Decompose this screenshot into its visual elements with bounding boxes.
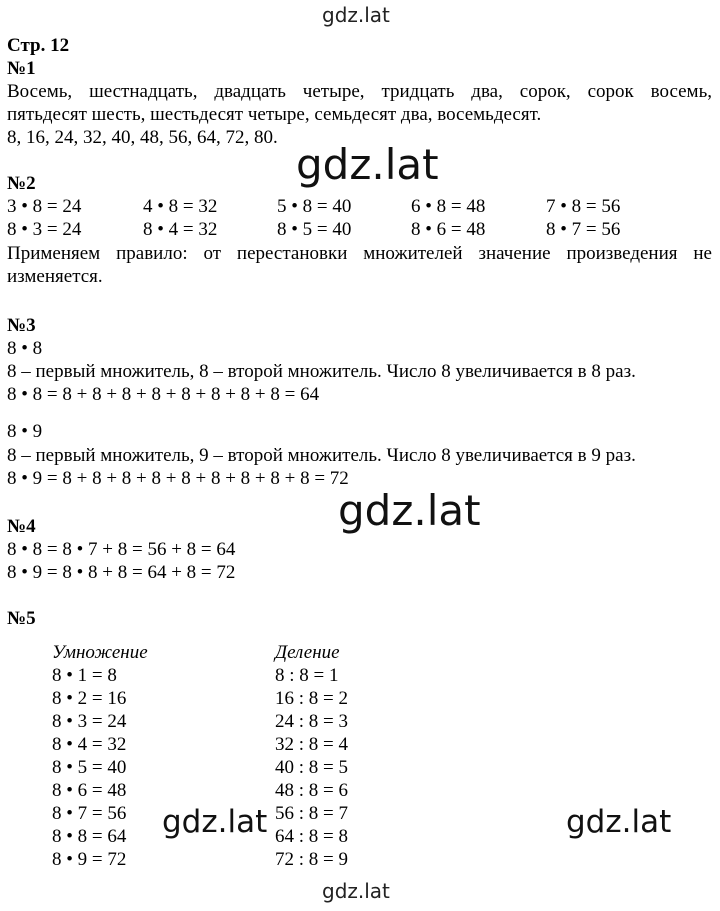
- watermark-mid-right: gdz.lat: [566, 804, 672, 840]
- division-row: 24 : 8 = 3: [275, 711, 348, 732]
- exercise-1-line-1: Восемь, шестнадцать, двадцать четыре, тридцать два, сорок, сорок восемь,: [7, 81, 712, 102]
- exercise-3-title: №3: [7, 315, 36, 336]
- division-header: Деление: [275, 642, 340, 663]
- exercise-3-b-sum: 8 • 9 = 8 + 8 + 8 + 8 + 8 + 8 + 8 + 8 + 8 = 72: [7, 468, 349, 489]
- watermark-mid-left: gdz.lat: [162, 804, 268, 840]
- exercise-2-r1-c1: 3 • 8 = 24: [7, 196, 82, 217]
- exercise-4-title: №4: [7, 516, 36, 537]
- division-row: 8 : 8 = 1: [275, 665, 339, 686]
- exercise-2-title: №2: [7, 173, 36, 194]
- exercise-2-rule-line-2: изменяется.: [7, 266, 103, 287]
- exercise-2-r1-c4: 6 • 8 = 48: [411, 196, 486, 217]
- exercise-3-b-description: 8 – первый множитель, 9 – второй множитель. Число 8 увеличивается в 9 раз.: [7, 445, 636, 466]
- watermark-top: gdz.lat: [322, 3, 390, 27]
- exercise-5-title: №5: [7, 608, 36, 629]
- division-row: 64 : 8 = 8: [275, 826, 348, 847]
- exercise-4-line-1: 8 • 8 = 8 • 7 + 8 = 56 + 8 = 64: [7, 539, 236, 560]
- multiplication-row: 8 • 6 = 48: [52, 780, 127, 801]
- exercise-2-r1-c5: 7 • 8 = 56: [546, 196, 621, 217]
- division-table: [275, 664, 348, 871]
- division-row: 16 : 8 = 2: [275, 688, 348, 709]
- multiplication-row: 8 • 4 = 32: [52, 734, 127, 755]
- multiplication-row: 8 • 9 = 72: [52, 849, 127, 870]
- multiplication-row: 8 • 1 = 8: [52, 665, 117, 686]
- exercise-1-numbers: 8, 16, 24, 32, 40, 48, 56, 64, 72, 80.: [7, 127, 278, 148]
- exercise-2-r2-c1: 8 • 3 = 24: [7, 219, 82, 240]
- watermark-bottom: gdz.lat: [322, 879, 390, 903]
- exercise-3-a-expression: 8 • 8: [7, 338, 43, 359]
- multiplication-row: 8 • 8 = 64: [52, 826, 127, 847]
- exercise-2-r1-c3: 5 • 8 = 40: [277, 196, 352, 217]
- watermark-large-1: gdz.lat: [296, 140, 439, 189]
- division-row: 32 : 8 = 4: [275, 734, 348, 755]
- exercise-2-r2-c2: 8 • 4 = 32: [143, 219, 218, 240]
- exercise-3-a-sum: 8 • 8 = 8 + 8 + 8 + 8 + 8 + 8 + 8 + 8 = 64: [7, 384, 320, 405]
- page-number: Стр. 12: [7, 35, 70, 56]
- division-row: 72 : 8 = 9: [275, 849, 348, 870]
- exercise-2-r2-c5: 8 • 7 = 56: [546, 219, 621, 240]
- exercise-1-line-2: пятьдесят шесть, шестьдесят четыре, семьдесят два, восемьдесят.: [7, 104, 542, 125]
- exercise-4-line-2: 8 • 9 = 8 • 8 + 8 = 64 + 8 = 72: [7, 562, 236, 583]
- exercise-2-r2-c4: 8 • 6 = 48: [411, 219, 486, 240]
- division-row: 56 : 8 = 7: [275, 803, 348, 824]
- exercise-2-rule-line-1: Применяем правило: от перестановки множителей значение произведения не: [7, 243, 712, 264]
- exercise-3-a-description: 8 – первый множитель, 8 – второй множитель. Число 8 увеличивается в 8 раз.: [7, 361, 636, 382]
- multiplication-row: 8 • 7 = 56: [52, 803, 127, 824]
- division-row: 40 : 8 = 5: [275, 757, 348, 778]
- division-row: 48 : 8 = 6: [275, 780, 348, 801]
- multiplication-row: 8 • 5 = 40: [52, 757, 127, 778]
- exercise-2-r1-c2: 4 • 8 = 32: [143, 196, 218, 217]
- exercise-3-b-expression: 8 • 9: [7, 421, 43, 442]
- watermark-large-2: gdz.lat: [338, 486, 481, 535]
- multiplication-table: [52, 664, 126, 871]
- exercise-2-r2-c3: 8 • 5 = 40: [277, 219, 352, 240]
- multiplication-row: 8 • 2 = 16: [52, 688, 127, 709]
- multiplication-header: Умножение: [52, 642, 148, 663]
- exercise-1-title: №1: [7, 58, 36, 79]
- multiplication-row: 8 • 3 = 24: [52, 711, 127, 732]
